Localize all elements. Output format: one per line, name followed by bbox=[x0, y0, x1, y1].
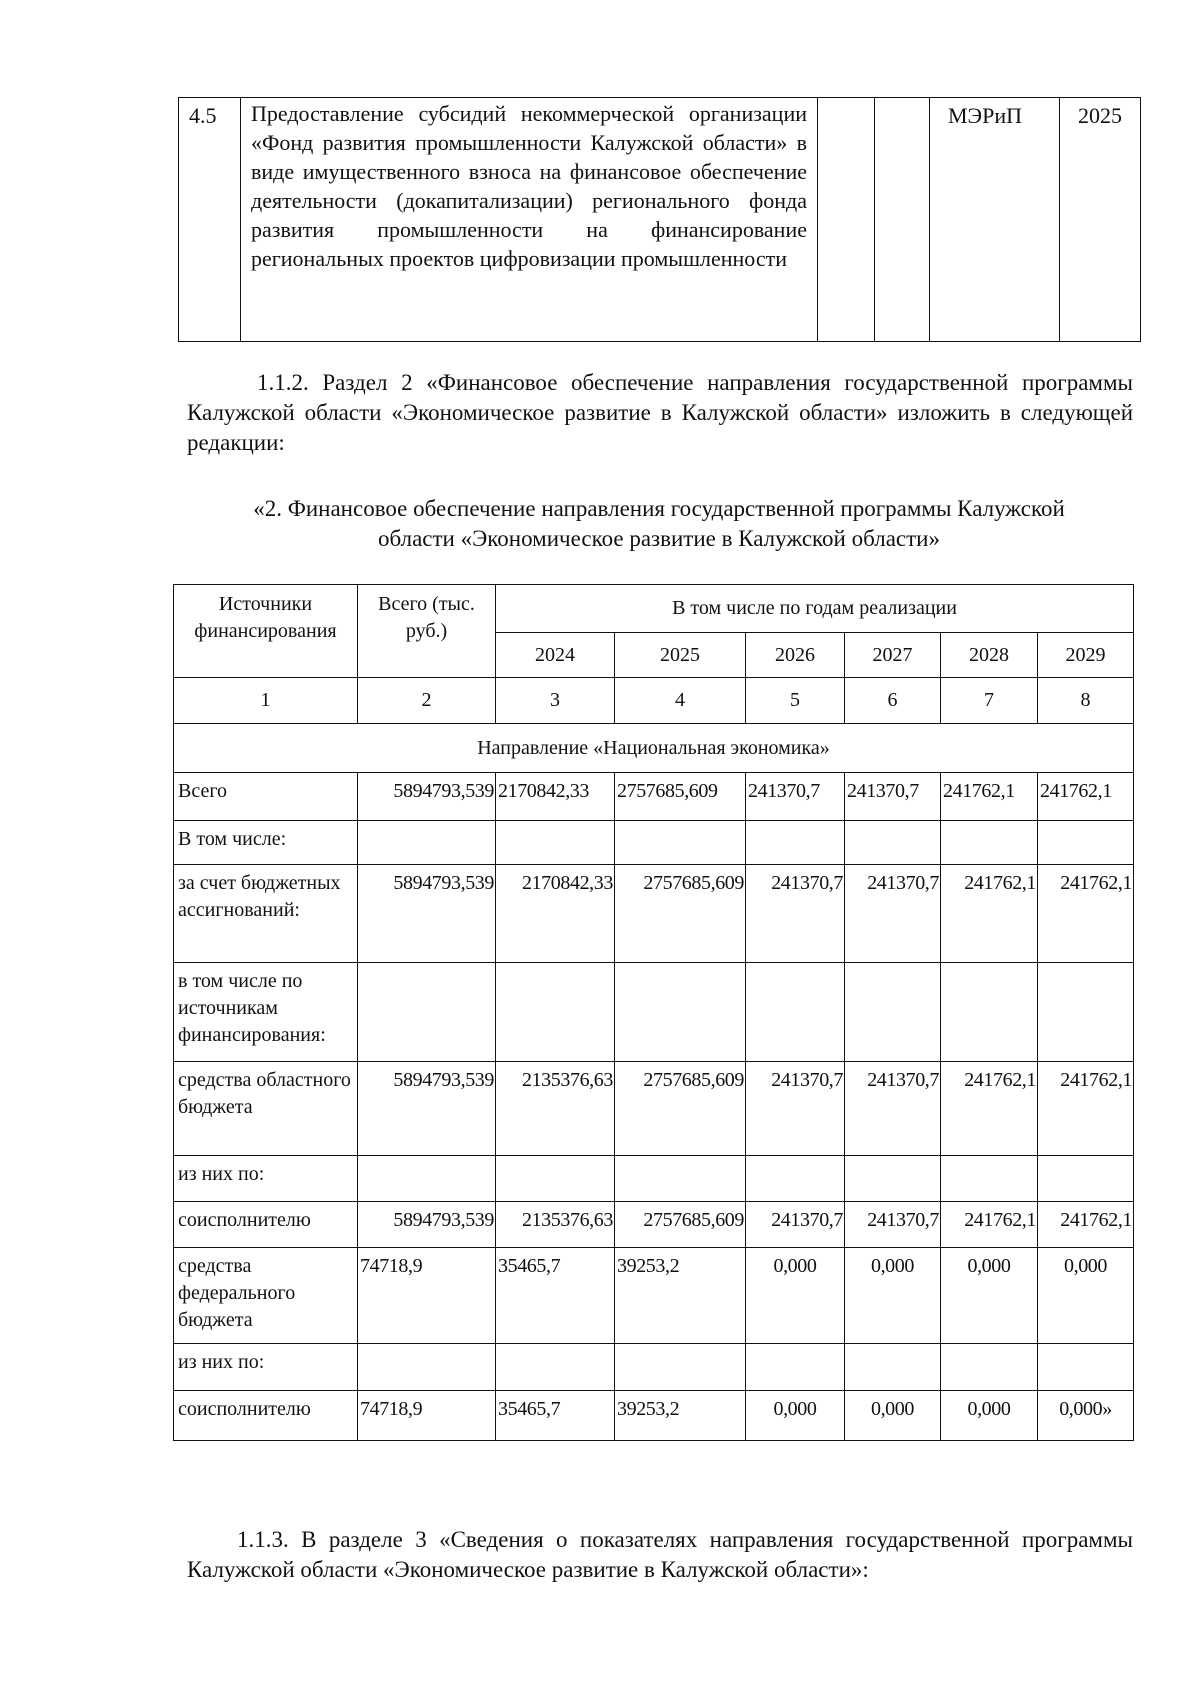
row-value bbox=[615, 1344, 746, 1391]
row-value: 241762,1 bbox=[941, 1062, 1038, 1156]
row-value: 241370,7 bbox=[746, 1202, 845, 1248]
row-value: 241762,1 bbox=[1038, 773, 1134, 821]
row-value: 241370,7 bbox=[845, 1202, 941, 1248]
row-value bbox=[941, 821, 1038, 865]
row-value bbox=[941, 1156, 1038, 1202]
table-row bbox=[179, 98, 1141, 342]
row-value: 0,000 bbox=[845, 1248, 941, 1344]
row-value: 0,000 bbox=[941, 1248, 1038, 1344]
item-year: 2025 bbox=[1060, 98, 1141, 342]
row-value: 0,000 bbox=[746, 1248, 845, 1344]
row-label: соисполнителю bbox=[174, 1202, 358, 1248]
row-value bbox=[496, 963, 615, 1062]
row-value: 39253,2 bbox=[615, 1391, 746, 1441]
header-year: 2029 bbox=[1038, 633, 1134, 678]
header-row bbox=[174, 585, 1134, 633]
row-value: 241370,7 bbox=[845, 1062, 941, 1156]
row-value: 241762,1 bbox=[941, 1202, 1038, 1248]
row-value: 0,000 bbox=[941, 1391, 1038, 1441]
row-value: 0,000 bbox=[746, 1391, 845, 1441]
table-row bbox=[174, 1062, 1134, 1156]
row-value bbox=[746, 963, 845, 1062]
row-value: 5894793,539 bbox=[358, 1062, 496, 1156]
header-year: 2024 bbox=[496, 633, 615, 678]
row-value: 74718,9 bbox=[358, 1248, 496, 1344]
row-value: 5894793,539 bbox=[358, 1202, 496, 1248]
row-value bbox=[615, 1156, 746, 1202]
row-label: средства федерального бюджета bbox=[174, 1248, 358, 1344]
row-value: 2757685,609 bbox=[615, 1062, 746, 1156]
column-number: 7 bbox=[941, 678, 1038, 724]
column-number: 1 bbox=[174, 678, 358, 724]
row-value: 2170842,33 bbox=[496, 865, 615, 963]
table-row bbox=[174, 865, 1134, 963]
paragraph-1-1-2 bbox=[187, 368, 1133, 458]
row-value bbox=[358, 963, 496, 1062]
row-value: 2757685,609 bbox=[615, 865, 746, 963]
row-label: за счет бюджетных ассигнований: bbox=[174, 865, 358, 963]
row-value: 2757685,609 bbox=[615, 773, 746, 821]
row-value: 2135376,63 bbox=[496, 1062, 615, 1156]
row-value: 241370,7 bbox=[845, 773, 941, 821]
header-year: 2026 bbox=[746, 633, 845, 678]
row-value: 35465,7 bbox=[496, 1391, 615, 1441]
row-value bbox=[358, 1344, 496, 1391]
row-label: в том числе по источникам финансирования: bbox=[174, 963, 358, 1062]
row-label: соисполнителю bbox=[174, 1391, 358, 1441]
header-year: 2027 bbox=[845, 633, 941, 678]
column-number: 2 bbox=[358, 678, 496, 724]
row-value: 39253,2 bbox=[615, 1248, 746, 1344]
row-label: из них по: bbox=[174, 1156, 358, 1202]
empty-cell bbox=[875, 98, 930, 342]
row-value: 5894793,539 bbox=[358, 865, 496, 963]
item-number: 4.5 bbox=[179, 98, 241, 342]
finance-rows bbox=[174, 773, 1134, 1441]
row-value bbox=[615, 821, 746, 865]
column-number: 5 bbox=[746, 678, 845, 724]
finance-table bbox=[173, 584, 1134, 1441]
heading-line-2: области «Экономическое развитие в Калужской области» bbox=[377, 526, 940, 551]
row-value: 241370,7 bbox=[746, 773, 845, 821]
row-value: 0,000 bbox=[845, 1391, 941, 1441]
row-value bbox=[746, 821, 845, 865]
header-year: 2025 bbox=[615, 633, 746, 678]
heading-line-1: «2. Финансовое обеспечение направления государственной программы Калужской bbox=[253, 496, 1065, 521]
row-value: 241370,7 bbox=[845, 865, 941, 963]
row-value: 241762,1 bbox=[1038, 1202, 1134, 1248]
row-value bbox=[845, 821, 941, 865]
row-value: 241762,1 bbox=[941, 865, 1038, 963]
paragraph-text: 1.1.2. Раздел 2 «Финансовое обеспечение направления государственной программы Калужской области «Экономическое развитие в Калужской области» изложить в следующей редакции: bbox=[187, 370, 1133, 455]
row-value bbox=[358, 821, 496, 865]
item-description: Предоставление субсидий некоммерческой организации «Фонд развития промышленности Калужской области» в виде имущественного взноса на финансовое обеспечение деятельности (докапитализации) регионального фонда развития промышленности на финансирование региональных проектов цифровизации промышленности bbox=[241, 98, 818, 342]
table-row bbox=[174, 1391, 1134, 1441]
row-value: 241762,1 bbox=[1038, 1062, 1134, 1156]
row-label: средства областного бюджета bbox=[174, 1062, 358, 1156]
header-sources: Источники финансирования bbox=[174, 585, 358, 678]
column-number: 4 bbox=[615, 678, 746, 724]
section-row bbox=[174, 724, 1134, 773]
row-label: из них по: bbox=[174, 1344, 358, 1391]
row-value: 241762,1 bbox=[1038, 865, 1134, 963]
header-total: Всего (тыс. руб.) bbox=[358, 585, 496, 678]
row-value: 2135376,63 bbox=[496, 1202, 615, 1248]
row-value bbox=[845, 963, 941, 1062]
row-value bbox=[496, 1344, 615, 1391]
header-year: 2028 bbox=[941, 633, 1038, 678]
table-row bbox=[174, 963, 1134, 1062]
table-row bbox=[174, 821, 1134, 865]
paragraph-text: 1.1.3. В разделе 3 «Сведения о показателях направления государственной программы Калужской области «Экономическое развитие в Калужской области»: bbox=[187, 1527, 1133, 1582]
row-label: В том числе: bbox=[174, 821, 358, 865]
column-numbers-row bbox=[174, 678, 1134, 724]
row-value bbox=[845, 1344, 941, 1391]
row-value: 2170842,33 bbox=[496, 773, 615, 821]
measures-table bbox=[178, 97, 1141, 342]
section-title: Направление «Национальная экономика» bbox=[174, 724, 1134, 773]
section-heading bbox=[178, 494, 1140, 554]
item-responsible: МЭРиП bbox=[930, 98, 1060, 342]
table-row bbox=[174, 773, 1134, 821]
table-row bbox=[174, 1344, 1134, 1391]
row-value bbox=[496, 821, 615, 865]
row-value bbox=[746, 1156, 845, 1202]
row-value bbox=[941, 963, 1038, 1062]
row-value: 35465,7 bbox=[496, 1248, 615, 1344]
paragraph-1-1-3 bbox=[187, 1525, 1133, 1585]
header-by-years: В том числе по годам реализации bbox=[496, 585, 1134, 633]
row-value: 74718,9 bbox=[358, 1391, 496, 1441]
table-row bbox=[174, 1248, 1134, 1344]
row-value: 241370,7 bbox=[746, 865, 845, 963]
row-value: 2757685,609 bbox=[615, 1202, 746, 1248]
row-value bbox=[845, 1156, 941, 1202]
column-number: 3 bbox=[496, 678, 615, 724]
column-number: 6 bbox=[845, 678, 941, 724]
row-value bbox=[1038, 821, 1134, 865]
row-value: 241370,7 bbox=[746, 1062, 845, 1156]
row-value bbox=[746, 1344, 845, 1391]
empty-cell bbox=[818, 98, 875, 342]
row-value: 0,000 bbox=[1038, 1248, 1134, 1344]
row-value bbox=[941, 1344, 1038, 1391]
row-value bbox=[1038, 963, 1134, 1062]
row-value bbox=[1038, 1344, 1134, 1391]
row-value: 241762,1 bbox=[941, 773, 1038, 821]
row-label: Всего bbox=[174, 773, 358, 821]
row-value bbox=[496, 1156, 615, 1202]
row-value: 0,000» bbox=[1038, 1391, 1134, 1441]
row-value bbox=[1038, 1156, 1134, 1202]
row-value: 5894793,539 bbox=[358, 773, 496, 821]
row-value bbox=[615, 963, 746, 1062]
row-value bbox=[358, 1156, 496, 1202]
table-row bbox=[174, 1156, 1134, 1202]
column-number: 8 bbox=[1038, 678, 1134, 724]
table-row bbox=[174, 1202, 1134, 1248]
